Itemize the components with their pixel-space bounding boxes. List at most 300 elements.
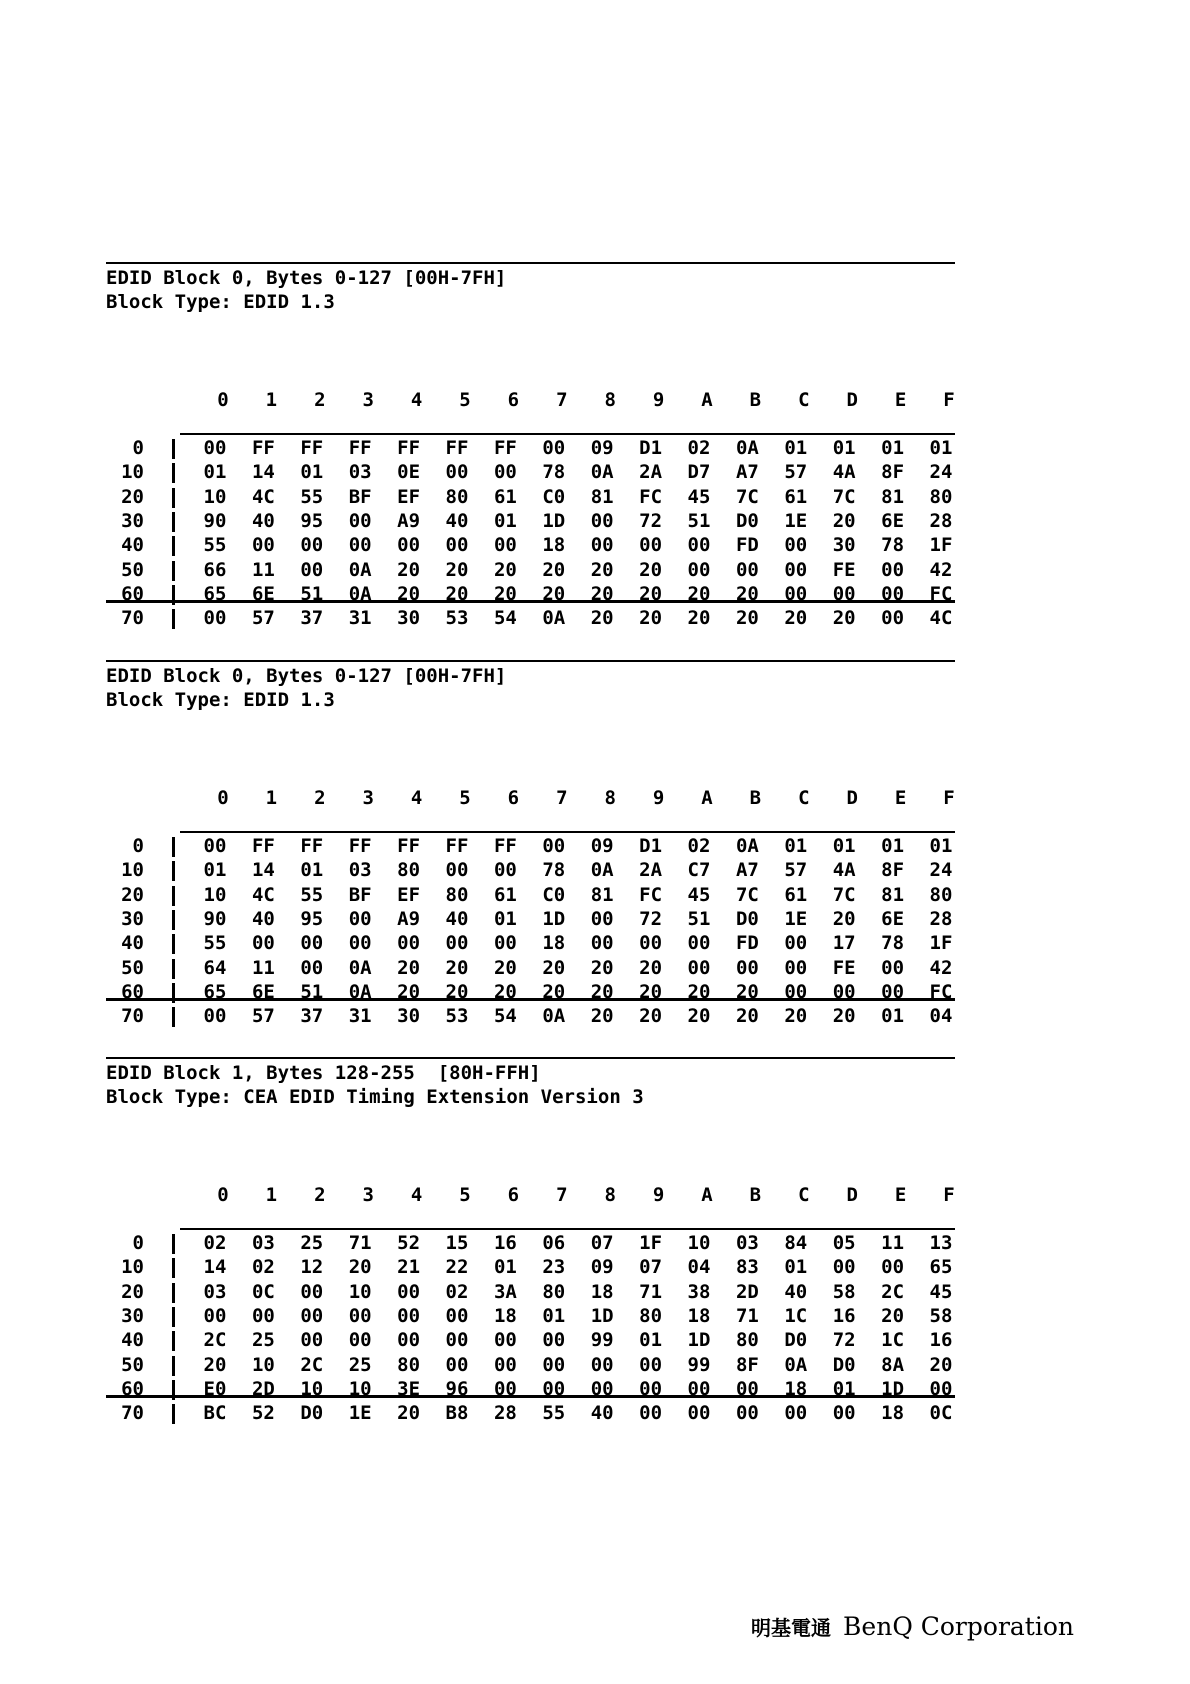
hex-byte: 01 [542,1304,566,1327]
hex-byte: 95 [300,907,324,930]
hex-byte: 51 [300,980,324,1003]
row-label: 50 [121,1353,144,1376]
hex-byte: 61 [493,883,517,906]
hex-byte: 01 [881,835,905,857]
hex-byte: 0A [590,461,614,484]
column-header: 0 [217,787,229,809]
hex-byte: 17 [832,932,856,955]
hex-byte: B8 [445,1402,469,1425]
hex-byte: 00 [784,534,808,557]
hex-byte: 6E [881,907,905,930]
hex-byte: 80 [397,859,421,882]
hex-byte: 4C [251,883,275,906]
hex-byte: 10 [251,1353,275,1376]
hex-byte: 10 [203,883,227,906]
column-header: C [798,1184,810,1206]
hex-byte: 00 [735,956,759,979]
hex-byte: 57 [251,607,275,630]
hex-byte: 00 [784,980,808,1003]
hex-byte: 20 [590,558,614,581]
hex-byte: 00 [493,1329,517,1352]
hex-byte: 10 [687,1232,711,1254]
row-label: 60 [121,582,144,605]
row-label: 40 [121,534,144,557]
hex-byte: 84 [784,1232,808,1254]
hex-byte: 00 [397,1329,421,1352]
column-header: 4 [410,1184,423,1206]
row-separator [172,934,175,954]
hex-byte: 00 [300,956,324,979]
hex-byte: 20 [397,1402,421,1425]
hex-byte: 00 [445,461,469,484]
hex-byte: 01 [881,1005,905,1028]
hex-byte: D0 [784,1329,808,1352]
hex-byte: 04 [929,1005,953,1028]
hex-byte: 00 [397,534,421,557]
hex-byte: 14 [251,461,275,484]
hex-byte: BC [203,1402,227,1425]
hex-byte: 00 [784,1402,808,1425]
column-header: B [749,1184,762,1206]
hex-byte: FC [639,883,663,906]
hex-byte: 01 [929,835,953,857]
hex-byte: 80 [929,485,953,508]
hex-byte: 00 [251,1304,275,1327]
hex-byte: 20 [784,607,808,630]
column-header: D [846,1184,858,1206]
row-label: 50 [121,956,144,979]
hex-byte: 2A [639,461,663,484]
hex-byte: 00 [881,558,905,581]
hex-byte: 20 [397,980,421,1003]
hex-byte: 80 [639,1304,663,1327]
hex-byte: 61 [784,485,808,508]
hex-byte: 18 [542,534,566,557]
hex-byte: 30 [397,1005,421,1028]
hex-byte: 01 [784,437,808,459]
hex-byte: 52 [251,1402,275,1425]
hex-byte: 20 [735,607,759,630]
hex-byte: 00 [251,932,275,955]
hex-byte: 2C [203,1329,227,1352]
row-separator [172,1234,175,1254]
hex-byte: 00 [687,558,711,581]
hex-byte: 20 [590,956,614,979]
hex-byte: 90 [203,509,227,532]
hex-byte: 01 [784,835,808,857]
hex-byte: 00 [445,859,469,882]
hex-byte: 2C [881,1280,905,1303]
hex-byte: 00 [203,1304,227,1327]
hex-byte: 01 [784,1256,808,1279]
column-header: 7 [556,389,568,411]
hex-byte: 25 [348,1353,372,1376]
block-top-rule [106,660,955,662]
row-label: 20 [121,485,144,508]
hex-byte: 00 [542,835,566,857]
hex-byte: 00 [493,1377,517,1400]
hex-byte: 09 [590,1256,614,1279]
hex-byte: 00 [590,907,614,930]
hex-byte: 64 [203,956,227,979]
row-separator [172,609,175,629]
hex-byte: 00 [687,932,711,955]
hex-byte: D1 [639,437,663,459]
block-title: EDID Block 0, Bytes 0-127 [00H-7FH] [106,267,507,289]
hex-byte: 18 [881,1402,905,1425]
hex-byte: 01 [493,907,517,930]
column-header: 1 [265,389,278,411]
hex-byte: 00 [784,558,808,581]
hex-byte: 20 [832,607,856,630]
hex-byte: 01 [300,461,324,484]
hex-byte: FF [348,835,372,857]
hex-byte: 20 [397,956,421,979]
hex-byte: 00 [203,835,227,857]
hex-byte: 18 [784,1377,808,1400]
column-header: 6 [507,1184,520,1206]
hex-byte: 8F [881,461,905,484]
hex-byte: 8A [881,1353,905,1376]
hex-byte: 54 [493,607,517,630]
hex-byte: 3E [397,1377,421,1400]
hex-byte: FC [929,582,953,605]
hex-byte: 00 [542,1353,566,1376]
hex-byte: 80 [735,1329,759,1352]
column-header: 3 [362,787,374,809]
hex-byte: FF [397,437,421,459]
column-header: 6 [507,787,520,809]
edid-block [106,660,955,1028]
hex-byte: 99 [590,1329,614,1352]
hex-byte: 4C [929,607,953,630]
hex-byte: 00 [590,509,614,532]
row-label: 10 [121,1256,144,1279]
hex-byte: 21 [397,1256,421,1279]
column-header: 2 [314,787,326,809]
hex-byte: D0 [735,907,759,930]
hex-byte: 20 [687,1005,711,1028]
hex-byte: 72 [639,509,663,532]
hex-byte: 10 [348,1377,372,1400]
row-separator [172,488,175,508]
hex-byte: 80 [397,1353,421,1376]
hex-byte: 03 [251,1232,275,1254]
hex-byte: 00 [687,1402,711,1425]
hex-byte: 02 [687,835,711,857]
hex-byte: 00 [348,932,372,955]
hex-byte: 20 [445,582,469,605]
hex-byte: 20 [445,956,469,979]
hex-byte: 78 [881,534,905,557]
hex-byte: 00 [590,534,614,557]
hex-byte: 90 [203,907,227,930]
hex-byte: 03 [348,859,372,882]
column-header: 2 [314,1184,326,1206]
column-header: 7 [556,787,568,809]
hex-byte: 40 [251,907,275,930]
hex-byte: 53 [445,607,469,630]
hex-byte: 55 [203,932,227,955]
hex-byte: 01 [832,835,856,857]
hex-byte: 00 [493,859,517,882]
hex-byte: D7 [687,461,711,484]
hex-byte: 6E [251,582,275,605]
hex-byte: 00 [687,956,711,979]
row-separator [172,1307,175,1327]
hex-byte: 20 [203,1353,227,1376]
hex-byte: 0A [542,607,566,630]
hex-byte: 00 [542,1329,566,1352]
hex-byte: BF [348,485,372,508]
hex-byte: 18 [687,1304,711,1327]
column-header: 4 [410,787,423,809]
block-bottom-rule [106,1395,955,1398]
hex-byte: 40 [445,907,469,930]
hex-byte: 0A [348,582,372,605]
hex-byte: 00 [203,607,227,630]
hex-byte: FE [832,558,856,581]
hex-byte: 66 [203,558,227,581]
hex-byte: FD [735,534,759,557]
hex-byte: 1F [929,534,953,557]
hex-byte: 1E [784,907,808,930]
column-header: 1 [265,1184,278,1206]
hex-byte: 57 [251,1005,275,1028]
hex-byte: C7 [687,859,711,882]
block-type: Block Type: EDID 1.3 [106,291,335,313]
row-separator [172,861,175,881]
row-label: 20 [121,883,144,906]
hex-byte: 00 [590,932,614,955]
hex-byte: 18 [493,1304,517,1327]
hex-byte: 01 [881,437,905,459]
hex-byte: FF [445,437,469,459]
company-name: BenQ Corporation [843,1612,1074,1641]
hex-byte: 20 [687,582,711,605]
hex-byte: 00 [687,1377,711,1400]
hex-byte: 00 [493,534,517,557]
hex-byte: 61 [493,485,517,508]
hex-byte: 23 [542,1256,566,1279]
block-top-rule [106,262,955,264]
hex-byte: 20 [590,980,614,1003]
hex-byte: 1C [784,1304,808,1327]
hex-byte: 15 [445,1232,469,1254]
hex-byte: 51 [300,582,324,605]
edid-block [106,262,955,630]
hex-byte: 00 [300,1329,324,1352]
column-header: 9 [652,389,665,411]
hex-byte: 03 [203,1280,227,1303]
hex-byte: 20 [832,509,856,532]
hex-byte: 00 [735,558,759,581]
block-type: Block Type: CEA EDID Timing Extension Version 3 [106,1086,644,1108]
hex-byte: 20 [639,607,663,630]
hex-byte: 16 [832,1304,856,1327]
hex-byte: 40 [590,1402,614,1425]
hex-byte: 01 [832,1377,856,1400]
hex-byte: 10 [203,485,227,508]
row-separator [172,1404,175,1424]
hex-byte: FF [493,437,517,459]
column-header: E [894,1184,907,1206]
hex-byte: 42 [929,956,953,979]
hex-byte: BF [348,883,372,906]
hex-byte: 14 [203,1256,227,1279]
hex-byte: 0A [348,980,372,1003]
hex-byte: 7C [832,485,856,508]
hex-byte: 3A [493,1280,517,1303]
column-header: B [749,787,762,809]
hex-byte: EF [397,883,421,906]
hex-byte: 00 [445,1304,469,1327]
hex-byte: 09 [590,437,614,459]
row-label: 60 [121,980,144,1003]
hex-byte: 80 [542,1280,566,1303]
hex-byte: 00 [881,956,905,979]
hex-byte: 1D [542,907,566,930]
hex-byte: 20 [687,980,711,1003]
column-header: 4 [410,389,423,411]
hex-byte: 20 [348,1256,372,1279]
column-header: 3 [362,389,374,411]
row-label: 40 [121,1329,144,1352]
column-header: 8 [604,787,616,809]
hex-byte: 01 [832,437,856,459]
hex-byte: 00 [397,1304,421,1327]
hex-byte: D1 [639,835,663,857]
hex-byte: 02 [251,1256,275,1279]
column-header-rule [180,831,955,833]
hex-byte: 1D [687,1329,711,1352]
hex-byte: 57 [784,461,808,484]
hex-byte: 83 [735,1256,759,1279]
hex-byte: 24 [929,461,953,484]
hex-byte: 1C [881,1329,905,1352]
hex-byte: A7 [735,859,759,882]
hex-byte: 8F [881,859,905,882]
hex-byte: 71 [639,1280,663,1303]
column-header: C [798,389,810,411]
hex-byte: 40 [784,1280,808,1303]
column-header: 0 [217,389,229,411]
hex-byte: 20 [735,1005,759,1028]
hex-byte: 1E [348,1402,372,1425]
hex-byte: 00 [203,1005,227,1028]
hex-byte: 20 [639,582,663,605]
hex-byte: FF [251,437,275,459]
hex-byte: 53 [445,1005,469,1028]
hex-byte: 80 [445,883,469,906]
hex-byte: 0C [929,1402,953,1425]
hex-byte: 7C [735,485,759,508]
hex-byte: 7C [832,883,856,906]
hex-byte: 03 [348,461,372,484]
column-header: 9 [652,787,665,809]
row-separator [172,536,175,556]
hex-byte: 14 [251,859,275,882]
hex-byte: 24 [929,859,953,882]
column-header: B [749,389,762,411]
hex-byte: 00 [687,534,711,557]
column-header-rule [180,1228,955,1230]
row-separator [172,1258,175,1278]
hex-byte: 00 [397,932,421,955]
hex-byte: 81 [881,883,905,906]
hex-byte: 00 [348,509,372,532]
hex-byte: 40 [251,509,275,532]
hex-byte: 65 [203,582,227,605]
block-top-rule [106,1057,955,1059]
hex-byte: 00 [784,932,808,955]
hex-byte: 00 [784,582,808,605]
hex-byte: 20 [590,582,614,605]
column-header: D [846,389,858,411]
hex-byte: 65 [203,980,227,1003]
hex-byte: 18 [542,932,566,955]
hex-byte: 20 [493,558,517,581]
hex-byte: 28 [493,1402,517,1425]
hex-byte: 78 [881,932,905,955]
hex-byte: 20 [542,956,566,979]
hex-byte: 11 [881,1232,905,1254]
hex-byte: 20 [687,607,711,630]
hex-byte: 55 [203,534,227,557]
hex-byte: 0A [542,1005,566,1028]
hex-byte: D0 [832,1353,856,1376]
hex-byte: 11 [251,558,275,581]
hex-byte: 01 [929,437,953,459]
row-separator [172,561,175,581]
hex-byte: 31 [348,607,372,630]
hex-byte: 00 [348,1329,372,1352]
hex-byte: 02 [203,1232,227,1254]
hex-byte: 4C [251,485,275,508]
hex-byte: 1E [784,509,808,532]
column-header: 5 [459,389,471,411]
row-separator [172,1283,175,1303]
hex-byte: 04 [687,1256,711,1279]
hex-byte: 20 [542,980,566,1003]
hex-byte: 00 [251,534,275,557]
column-header: 3 [362,1184,374,1206]
row-separator [172,837,175,857]
hex-byte: 2C [300,1353,324,1376]
column-header: E [894,389,907,411]
hex-byte: D0 [300,1402,324,1425]
hex-byte: 0E [397,461,421,484]
column-header: E [894,787,907,809]
hex-byte: 6E [251,980,275,1003]
hex-byte: FE [832,956,856,979]
hex-byte: 03 [735,1232,759,1254]
column-header: 2 [314,389,326,411]
hex-byte: 45 [687,883,711,906]
hex-byte: FC [639,485,663,508]
hex-byte: 0A [784,1353,808,1376]
hex-byte: 20 [397,582,421,605]
hex-byte: 00 [590,1353,614,1376]
row-separator [172,512,175,532]
hex-byte: C0 [542,485,566,508]
row-separator [172,463,175,483]
hex-byte: 2A [639,859,663,882]
hex-byte: 20 [542,558,566,581]
hex-byte: 00 [832,1256,856,1279]
hex-byte: 00 [445,534,469,557]
hex-byte: 20 [590,607,614,630]
